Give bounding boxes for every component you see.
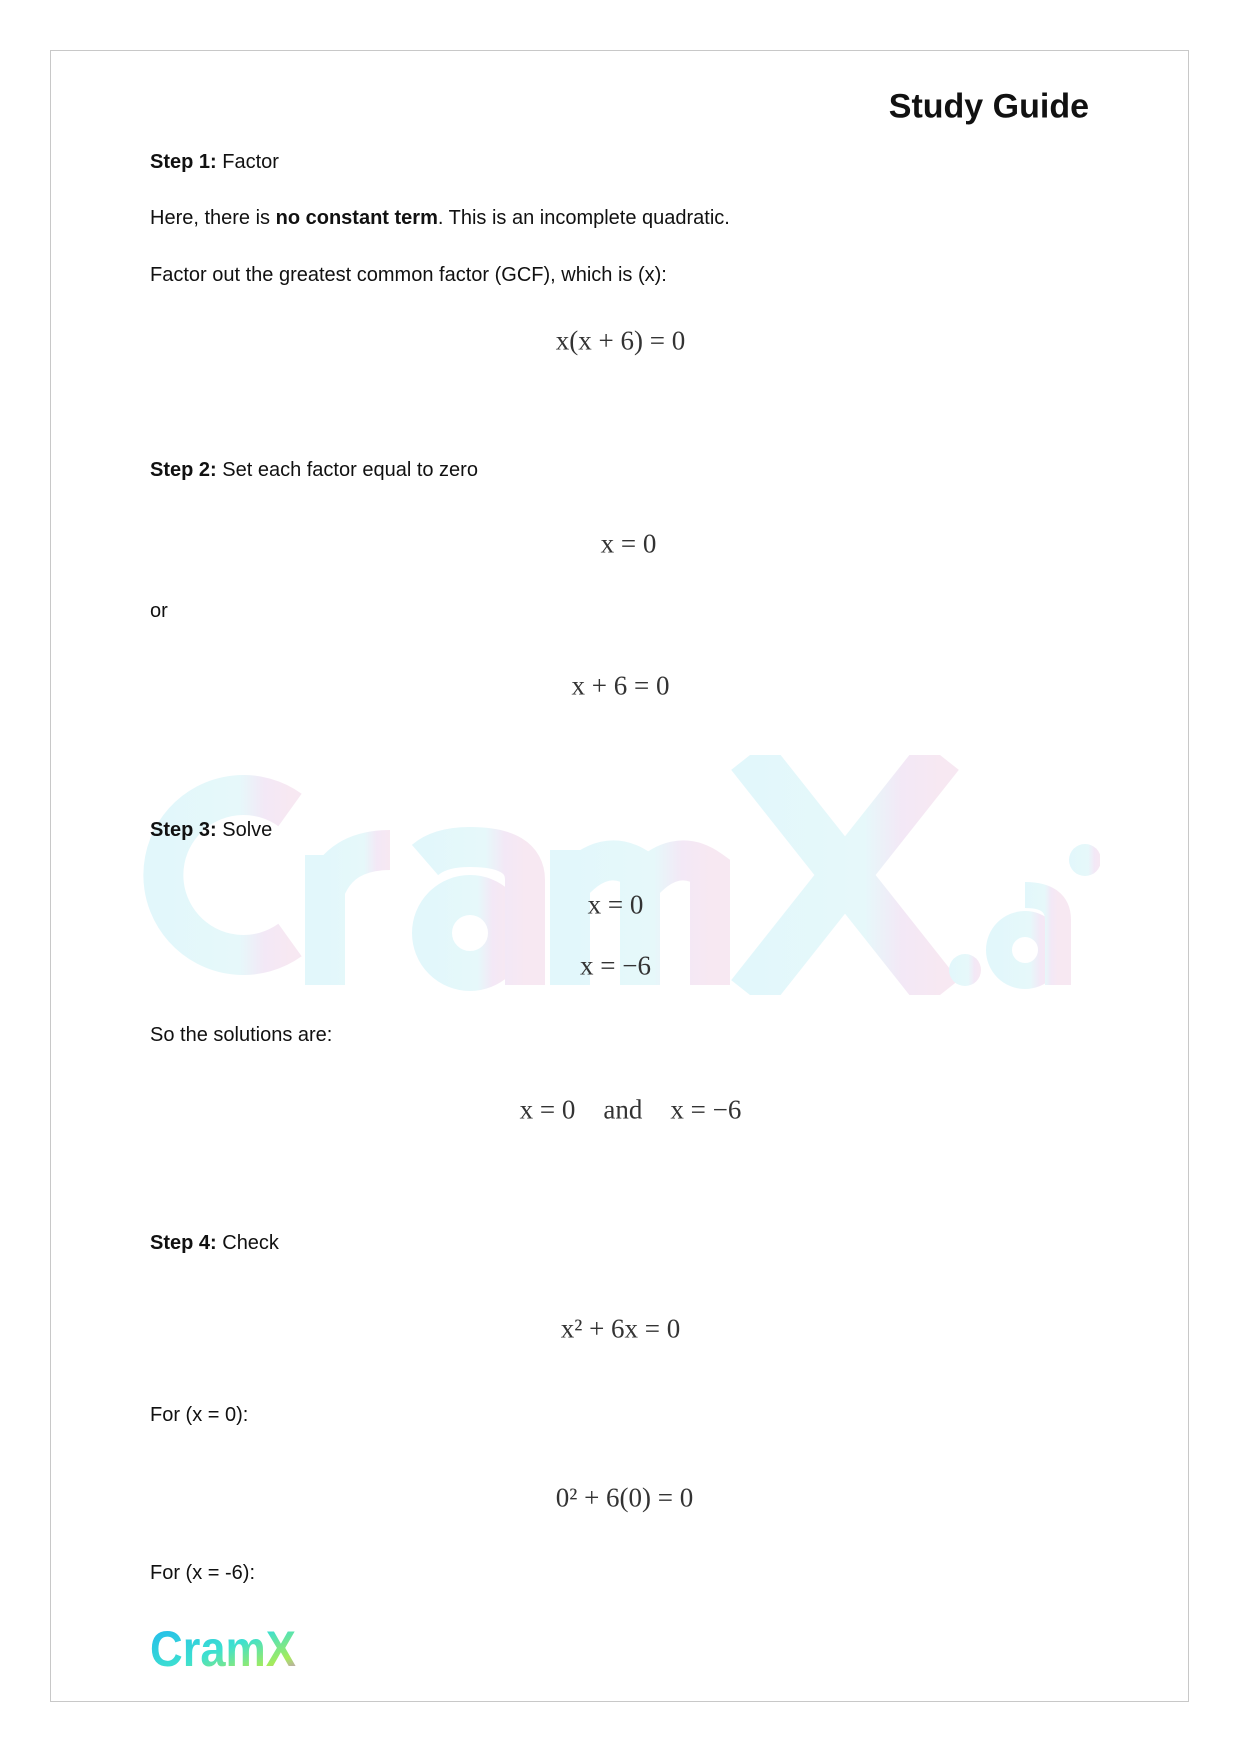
svg-text:CramX: CramX bbox=[150, 1621, 296, 1672]
paragraph-gcf: Factor out the greatest common factor (GCF), which is (x): bbox=[150, 264, 667, 286]
paragraph-check-x-neg-6: For (x = -6): bbox=[150, 1562, 256, 1584]
step-3-heading: Step 3: Solve bbox=[150, 819, 273, 841]
step-4-heading: Step 4: Check bbox=[150, 1232, 279, 1254]
equation-check-zero: 0² + 6(0) = 0 bbox=[555, 1482, 694, 1513]
solution-x-neg-6: x = −6 bbox=[580, 950, 651, 981]
equation-original: x² + 6x = 0 bbox=[560, 1313, 681, 1344]
page-border bbox=[50, 50, 1189, 1702]
equation-x-plus-6: x + 6 = 0 bbox=[571, 670, 670, 701]
paragraph-no-constant: Here, there is no constant term. This is an incomplete quadratic. bbox=[150, 207, 730, 229]
solution-x-zero: x = 0 bbox=[587, 889, 644, 920]
equation-factored: x(x + 6) = 0 bbox=[555, 325, 686, 356]
cramx-logo bbox=[150, 1620, 300, 1672]
step-2-heading: Step 2: Set each factor equal to zero bbox=[150, 459, 478, 481]
equation-x-zero: x = 0 bbox=[600, 528, 657, 559]
page-title: Study Guide bbox=[888, 87, 1089, 126]
text-or: or bbox=[150, 600, 168, 622]
paragraph-check-x-zero: For (x = 0): bbox=[150, 1404, 249, 1426]
step-1-heading: Step 1: Factor bbox=[150, 151, 279, 173]
paragraph-solutions: So the solutions are: bbox=[150, 1024, 333, 1046]
equation-solutions: x = 0 and x = −6 bbox=[519, 1094, 742, 1125]
